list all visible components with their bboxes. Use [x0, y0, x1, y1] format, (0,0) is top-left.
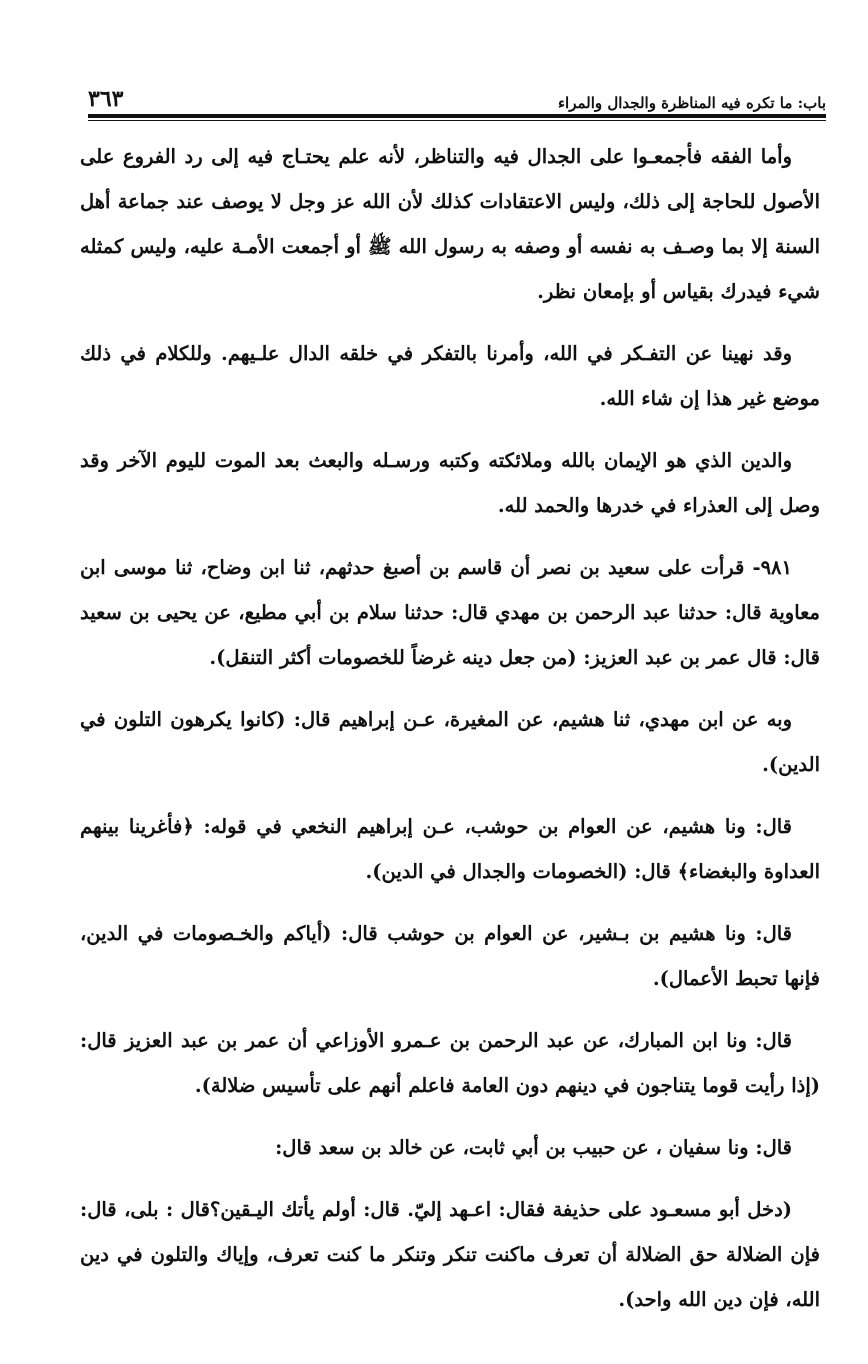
paragraph-fiqh: وأما الفقه فأجمعـوا على الجدال فيه والتناظر، لأنه علم يحتـاج فيه إلى رد الفروع على الأصول للحاجة إلى ذلك، وليس الاعتقادات كذلك لأن الله عز وجل لا يوصف عند جماعة أهل السنة إلا بما وصـف به نفسه أو وصفه به رسول الله ﷺ أو أجمعت الأمـة عليه، وليس كمثله شيء فيدرك بقياس أو بإمعان نظر. [80, 145, 820, 303]
paragraph-ibn-mahdi: وبه عن ابن مهدي، ثنا هشيم، عن المغيرة، عـن إبراهيم قال: (كانوا يكرهون التلون في الدين). [80, 708, 820, 776]
paragraph-hushaym-bashir: قال: ونا هشيم بن بـشير، عن العوام بن حوشب قال: (أياكم والخـصومات في الدين، فإنها تحبط الأعمال). [80, 922, 820, 990]
paragraph-hushaym-nakhai: قال: ونا هشيم، عن العوام بن حوشب، عـن إبراهيم النخعي في قوله: ﴿فأغرينا بينهم العداوة والبغضاء﴾ قال: (الخصومات والجدال في الدين). [80, 815, 820, 883]
page-number: ٣٦٣ [88, 86, 124, 112]
paragraph-ibn-mubarak: قال: ونا ابن المبارك، عن عبد الرحمن بن عـمرو الأوزاعي أن عمر بن عبد العزيز قال: (إذا رأيت قوما يتناجون في دينهم دون العامة فاعلم أنهم على تأسيس ضلالة). [80, 1029, 820, 1097]
running-title: باب: ما تكره فيه المناظرة والجدال والمراء [557, 94, 826, 112]
paragraph-hadith-981: ٩٨١- قرأت على سعيد بن نصر أن قاسم بن أصبغ حدثهم، ثنا ابن وضاح، ثنا موسى ابن معاوية قال: حدثنا عبد الرحمن بن مهدي قال: حدثنا سلام بن أبي مطيع، عن يحيى بن سعيد قال: قال عمر بن عبد العزيز: (من جعل دينه غرضاً للخصومات أكثر التنقل). [80, 556, 820, 669]
page-header [88, 80, 826, 112]
page-body [80, 134, 820, 1339]
paragraph-reflection: وقد نهينا عن التفـكر في الله، وأمرنا بالتفكر في خلقه الدال علـيهم. وللكلام في ذلك موضع غير هذا إن شاء الله. [80, 342, 820, 410]
header-rule [88, 114, 826, 121]
paragraph-abu-masud: (دخل أبو مسعـود على حذيفة فقال: اعـهد إليّ. قال: أولم يأتك اليـقين؟قال : بلى، قال: فإن الضلالة حق الضلالة أن تعرف ماكنت تنكر وتنكر ما كنت تعرف، وإياك والتلون في دين الله، فإن دين الله واحد). [80, 1198, 820, 1311]
paragraph-sufyan: قال: ونا سفيان ، عن حبيب بن أبي ثابت، عن خالد بن سعد قال: [275, 1136, 792, 1159]
paragraph-religion: والدين الذي هو الإيمان بالله وملائكته وكتبه ورسـله والبعث بعد الموت لليوم الآخر وقد وصل إلى العذراء في خدرها والحمد لله. [80, 449, 820, 517]
